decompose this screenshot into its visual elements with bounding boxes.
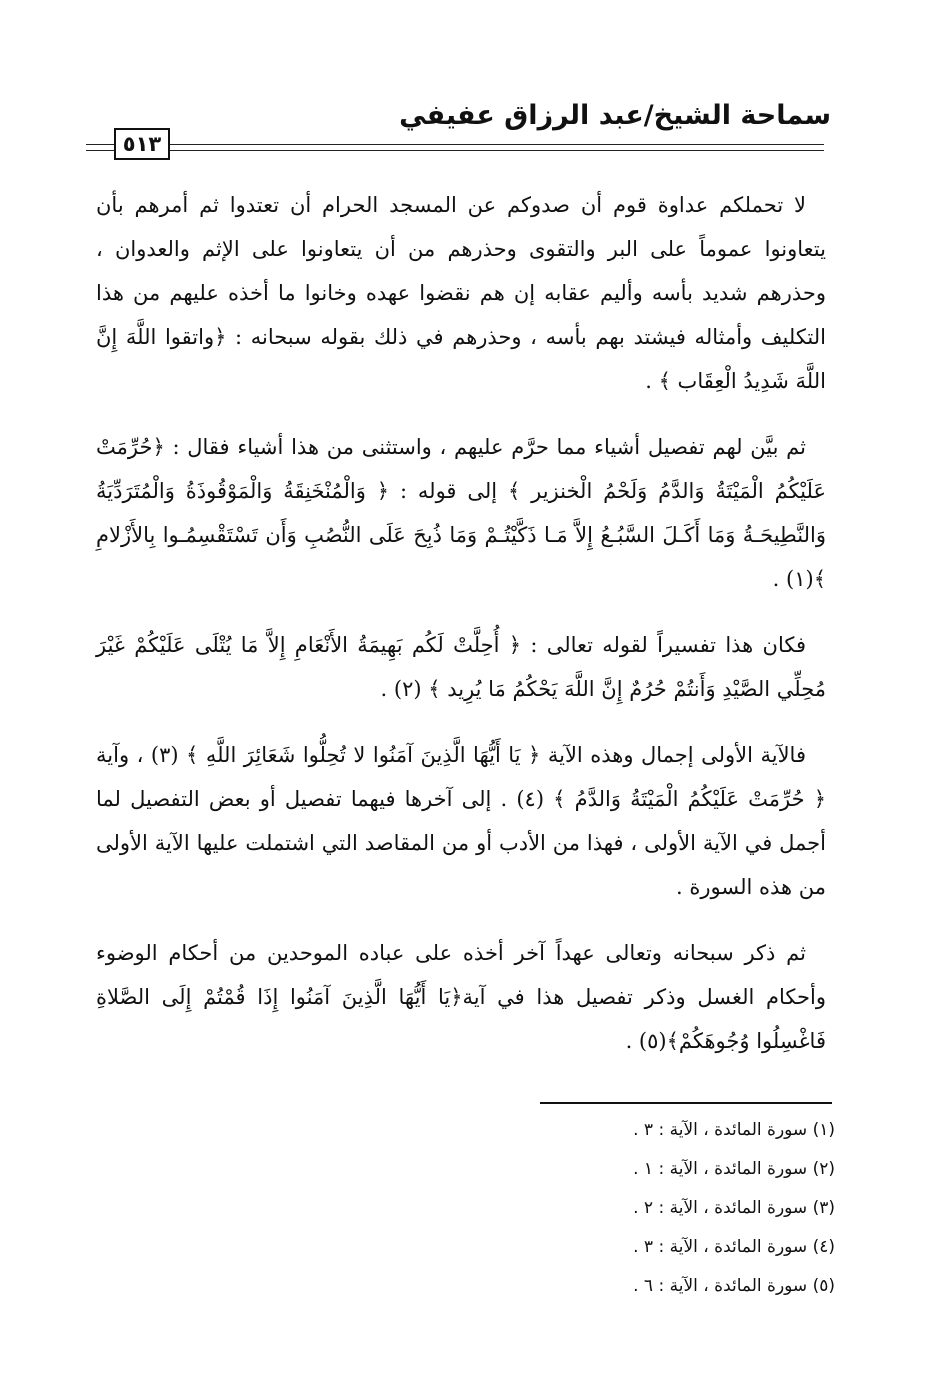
paragraph: لا تحملكم عداوة قوم أن صدوكم عن المسجد الحرام أن تعتدوا ثم أمرهم بأن يتعاونوا عموماً على البر والتقوى وحذرهم من أن يتعاونوا على الإثم والعدوان ، وحذرهم شديد بأسه وأليم عقابه إن هم نقضوا عهده وخانوا ما أخذه عليهم من هذا التكليف وأمثاله فيشتد بهم بأسه ، وحذرهم في ذلك بقوله سبحانه : ﴿واتقوا اللَّهَ إِنَّ اللَّهَ شَدِيدُ الْعِقَاب ﴾ . bbox=[96, 193, 826, 393]
paragraph: فكان هذا تفسيراً لقوله تعالى : ﴿ أُحِلَّتْ لَكُم بَهِيمَةُ الأَنْعَامِ إِلاَّ مَا يُتْلَى عَلَيْكُمْ غَيْرَ مُحِلِّي الصَّيْدِ وَأَنتُمْ حُرُمٌ إِنَّ اللَّهَ يَحْكُمُ مَا يُرِيد ﴾ (٢) . bbox=[96, 633, 826, 701]
footnote: (٤) سورة المائدة ، الآية : ٣ . bbox=[633, 1237, 835, 1257]
footnote-rule bbox=[540, 1102, 832, 1104]
footnote: (٣) سورة المائدة ، الآية : ٢ . bbox=[633, 1198, 835, 1218]
paragraph: فالآية الأولى إجمال وهذه الآية ﴿ يَا أَيُّهَا الَّذِينَ آمَنُوا لا تُحِلُّوا شَعَائِرَ اللَّهِ ﴾ (٣) ، وآية ﴿ حُرِّمَتْ عَلَيْكُمُ الْمَيْتَةُ وَالدَّمُ ﴾ (٤) . إلى آخرها فيهما تفصيل أو بعض التفصيل لما أجمل في الآية الأولى ، فهذا من الأدب أو من المقاصد التي اشتملت عليها الآية الأولى من هذه السورة . bbox=[96, 743, 826, 899]
footnotes bbox=[435, 1111, 835, 1306]
footnote: (٢) سورة المائدة ، الآية : ١ . bbox=[633, 1159, 835, 1179]
footnote: (١) سورة المائدة ، الآية : ٣ . bbox=[633, 1120, 835, 1140]
header-rule bbox=[86, 144, 824, 151]
running-title: سماحة الشيخ/عبد الرزاق عفيفي bbox=[399, 100, 831, 131]
page-number: ٥١٣ bbox=[114, 128, 170, 160]
main-text bbox=[96, 183, 826, 1085]
footnote: (٥) سورة المائدة ، الآية : ٦ . bbox=[633, 1276, 835, 1296]
paragraph: ثم ذكر سبحانه وتعالى عهداً آخر أخذه على عباده الموحدين من أحكام الوضوء وأحكام الغسل وذكر تفصيل هذا في آية﴿يَا أَيُّهَا الَّذِينَ آمَنُوا إِذَا قُمْتُمْ إِلَى الصَّلاةِ فَاغْسِلُوا وُجُوهَكُمْ﴾(٥) . bbox=[96, 941, 826, 1053]
paragraph: ثم بيَّن لهم تفصيل أشياء مما حرَّم عليهم ، واستثنى من هذا أشياء فقال : ﴿حُرِّمَتْ عَلَيْكُمُ الْمَيْتَةُ وَالدَّمُ وَلَحْمُ الْخنزير ﴾ إلى قوله : ﴿ وَالْمُنْخَنِقَةُ وَالْمَوْقُوذَةُ وَالْمُتَرَدِّيَةُ وَالنَّطِيحَـةُ وَمَا أَكَـلَ السَّبُـعُ إِلاَّ مَـا ذَكَّيْتُـمْ وَمَا ذُبِحَ عَلَى النُّصُبِ وَأَن تَسْتَقْسِمُـوا بِالأَزْلامِ ﴾(١) . bbox=[96, 435, 826, 591]
